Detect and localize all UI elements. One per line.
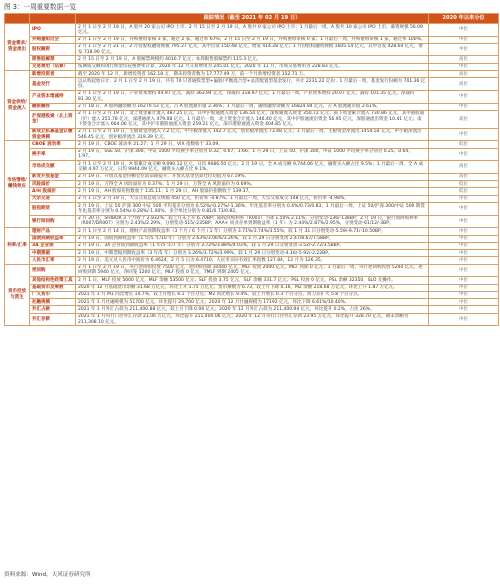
percentile-cell: 高位 <box>429 110 499 128</box>
header-cell <box>30 14 76 24</box>
item-name-cell: 股权融资 <box>30 43 76 56</box>
table-row <box>5 103 499 110</box>
item-name-cell: 新发开放基金 <box>30 173 76 180</box>
table-row <box>5 203 499 216</box>
percentile-cell: 低位 <box>429 141 499 148</box>
item-name-cell: 外汇存款 <box>30 313 76 326</box>
table-row <box>5 291 499 298</box>
data-table <box>4 13 499 326</box>
table-row <box>5 141 499 148</box>
percentile-cell: 中位 <box>429 36 499 43</box>
item-name-cell: 交易费用（估算） <box>30 63 76 70</box>
table-row <box>5 71 499 78</box>
tracking-text-cell: 2 月 1 日至 2 月 19 日，产业资本增持 44.97 亿元，减持 363.94 亿元，净减持 318.97 亿元；1 月最后一周，产业资本增持 20.07 亿元，减持 101.35 亿元，净减持 81.30 亿元。 <box>76 90 429 103</box>
table-row <box>5 43 499 56</box>
table-row <box>5 195 499 202</box>
tracking-text-cell: 2 月 15 日至 2 月 19 日，A 股解禁规模约 4010.7 亿元；本周限售股解禁约 115.3 亿元。 <box>76 56 429 63</box>
header-cell <box>5 14 30 24</box>
item-name-cell: IPO <box>30 24 76 37</box>
percentile-cell: 中位 <box>429 264 499 277</box>
percentile-cell: 低位 <box>429 181 499 188</box>
category-cell: 资金需求/资金流出 <box>5 24 30 71</box>
category-cell: 资金供给/资金流入 <box>5 71 30 141</box>
item-name-cell: 限售股解禁 <box>30 56 76 63</box>
table-row <box>5 306 499 313</box>
tracking-text-cell: 2 月 19 日，3A 企业债到期收益率（1 年/5 年/7 年）分别为 3.72%/3.88%/4.03%，较 1 月 29 日分别变动-3.52/-2.72/3.58BP。 <box>76 242 429 249</box>
item-name-cell: 风险溢价 <box>30 181 76 188</box>
tracking-text-cell: 2 月 1 日至 2 月 14 日，理财产品预期收益率（3 个月 / 6 个月 / 1 年）分别为 3.71%/3.74%/3.55%；较 1 月 31 日分别变动-5.59/-9.71/-10.50BP。 <box>76 228 429 235</box>
item-name-cell: 股指期货 <box>30 203 76 216</box>
table-row <box>5 78 499 91</box>
table-row <box>5 228 499 235</box>
table-row <box>5 235 499 242</box>
tracking-text-cell: 2 月 1 日至 2 月 19 日，北上资金累计流入 487.25 亿元，其中沪股通流入资金 136.54 亿元，深股通流入资金 350.72 亿元；南下资金累计流入 730.86 亿元，其中港股通（沪）流入 251.78 亿元，深港通流入 479.08 亿元。1 月最后一周，北上资金合计流入 146.40 亿元，其中沪股通流出资金 56.95 亿元，深股通流出资金 10.41 亿元；南下资金合计流入 664.06 亿元，其中沪市港股通流入资金 259.21 亿元，深市港股通流入资金 404.85 亿元。 <box>76 110 429 128</box>
tracking-text-cell: 2 月 19 日，SSE 50、沪深 300、中证 1000 平均换手率分别为 0.32、0.67、1.66；1 月 29 日，上证 50、沪深 300、中证 1000 平均换手率分别为 0.25、0.64、1.97。 <box>76 148 429 161</box>
percentile-cell: 中位 <box>429 228 499 235</box>
percentile-cell: 中位 <box>429 306 499 313</box>
percentile-cell: 高位 <box>429 173 499 180</box>
item-name-cell: 市场成交额 <box>30 161 76 174</box>
item-name-cell: 产业资本增减持 <box>30 90 76 103</box>
tracking-text-cell: 2021 年 1 月央行口径外汇存款 21.06 万亿元，环比提升 211,400.06 亿元；2020 年 12 月央行口径外汇存款 23.95 万亿元，环比提升 328.70 亿元，期末余额为 211,308.10 亿元。 <box>76 313 429 326</box>
tracking-text-cell: 按测成交额和现行佣金印花税费率计算，2020 年 12 月交易费用为 245.01 亿元，2020 年 11 月，市场交易费用为 228.83 亿元。 <box>76 63 429 70</box>
percentile-cell: 高位 <box>429 78 499 91</box>
figure-title: 图 3：一周重要数据一览 <box>4 3 77 11</box>
tracking-text-cell: 2 月 19 日，美元兑人民币中间价为 6.4624，2 月 5 日为 6.4710；人民币实际有效汇率指数 127.84，12 月为 126.35。 <box>76 257 429 264</box>
table-row <box>5 36 499 43</box>
item-name-cell: 换手率 <box>30 148 76 161</box>
percentile-cell: 中位 <box>429 195 499 202</box>
item-name-cell: 大宗交易 <box>30 195 76 202</box>
percentile-cell: 高位 <box>429 56 499 63</box>
percentile-cell: 中位 <box>429 148 499 161</box>
percentile-cell: 中位 <box>429 242 499 249</box>
table-row <box>5 128 499 141</box>
table-row <box>5 63 499 70</box>
table-row <box>5 181 499 188</box>
table-row <box>5 56 499 63</box>
percentile-cell: 中位 <box>429 250 499 257</box>
item-name-cell: 国债到期收益率 <box>30 235 76 242</box>
tracking-text-cell: 2 月 19 日，中期票据到期收益率（3 年/5 年）分别为 3.26%/3.72%/3.99%，较 1 月 29 日分别变动-4.16/-5.92/-2.22BP。 <box>76 250 429 257</box>
percentile-cell: 中位 <box>429 128 499 141</box>
item-name-cell: 外汇占款 <box>30 306 76 313</box>
item-name-cell: 其他结构性政策工具 <box>30 277 76 284</box>
percentile-cell: 中位 <box>429 203 499 216</box>
tracking-text-cell: 2 月 19 日，国债到期收益率（1 年/5 年/10 年）分别为 2.63%/3.06%/3.26%，较 1 月 29 日分别变动 2.47/8.67/7.58BP。 <box>76 235 429 242</box>
item-name-cell: 理财产品 <box>30 228 76 235</box>
table-row <box>5 148 499 161</box>
item-name-cell: 新成立私募基金认缴资金规模 <box>30 128 76 141</box>
percentile-cell: 中位 <box>429 24 499 37</box>
tracking-text-cell: 2 月 1 日至 2 月 19 日，并购重组审核 3 家，通过 2 家，通过率 67%；2 月 15 日至 2 月 19 日，并购重组审核 0 家；1 月最后一周，并购重组审核 1 家，通过率 100%。 <box>76 36 429 43</box>
item-name-cell: 融资融券 <box>30 103 76 110</box>
percentile-cell: 中位 <box>429 299 499 306</box>
item-name-cell: 人民币汇率 <box>30 257 76 264</box>
tracking-text-cell: 2 月 19 日，CBOE 波动率 21.27；1 月 29 日，VIX 指数收于 33.09。 <box>76 141 429 148</box>
tracking-text-cell: 2021 年 1 月外汇占款为 211,400.88 亿元，较上月下降 0.06 亿元；2020 年 12 月外汇占款为 211,400.94 亿元，环比提升 0.2%，占比 26%。 <box>76 306 429 313</box>
percentile-cell: 中位 <box>429 90 499 103</box>
category-cell: 市场情绪/赚钱效应 <box>5 141 30 228</box>
item-name-cell: 基础货币及乘数 <box>30 284 76 291</box>
item-name-cell: A/H 股溢价 <box>30 188 76 195</box>
tracking-text-cell: 2 月 1 日至 2 月 19 日，大宗交易总成交规模 450 亿元，折价率 -4.87%；1 月最后一周，大宗交易成交 148 亿元，折价率 -4.98%。 <box>76 195 429 202</box>
percentile-cell: 中位 <box>429 235 499 242</box>
item-name-cell: 逆回购 <box>30 264 76 277</box>
tracking-text-cell: 2 月 1 日至 2 月 19 日，主板资金净流入 7.2 亿元，中小板净流入 142.7 亿元，创业板净流出 73.48 亿元；1 月最后一周，主板资金净流出 1454.54 亿元，中小板净流出 546.45 亿元，创业板净流出 319.39 亿元。 <box>76 128 429 141</box>
table-row <box>5 173 499 180</box>
percentile-cell: 中位 <box>429 284 499 291</box>
source-note: 资料来源：Wind，天风证券研究所 <box>4 572 91 578</box>
item-name-cell: 基金发行 <box>30 78 76 91</box>
header-tracking: 跟踪情况（截至 2021 年 02 月 19 日） <box>76 14 429 24</box>
tracking-text-cell: 2 月 19 日，上证 50 沪深 300 中证 500 平均基差分别为 0.52%/-0.27%/-1.36%；年化基差率分别为 0.4%/0.73/0.83；1 月最后一周，上证 50/沪深 300/中证 500 期货年化基差率分别为 0.54%/-0.28%/-1.00%，多空单比分别为 0.81/0.73/0.82。 <box>76 203 429 216</box>
table-row <box>5 257 499 264</box>
item-name-cell: 3A 企业债 <box>30 242 76 249</box>
tracking-text-cell: 2 月 1 日至 2 月 21 日，2 月份股权融资规模 795.27 亿元，其中首发 150.48 亿元，增发 414.28 亿元；1 月份股权融资规模 1605.14 亿元，其中首发 428.64 亿元，增发 718.90 亿元。 <box>76 43 429 56</box>
item-name-cell: 广义货币 <box>30 291 76 298</box>
table-row <box>5 110 499 128</box>
tracking-text-cell: 2 月 1 日，MLF 投放 5000 亿元，MLF 余额 53500 亿元；SLF 投放 3.75 亿元，SLF 余额 331.7 亿元；PSL 投放 0 亿元，PSL 余额 32350，SLO 无操作。 <box>76 277 429 284</box>
table-header-row <box>5 14 499 24</box>
tracking-text-cell: 2 月 1 日至 2 月 19 日，A 股累计成交额 9,090.12 亿元，日均 9086.50 亿元；2 月 19 日，全 A 成交额 9,744.06 亿元，融资买入额占比 9.5%；1 月最后一周，全 A 成交额 4.97 万亿元，日均 9944.09 亿元，融资买入额占比 9.1%。 <box>76 161 429 174</box>
tracking-text-cell: 以认购起始日计，2 月 1 日至 2 月 19 日，共有 70 只普通股票型+偏股/平衡混合型+灵活配置型基金发行，共计 2231.22 亿份；1 月最后一周，基金发行份额为 701.36 亿份。 <box>76 78 429 91</box>
tracking-text-cell: 2021 年 1 月 M1 同比增长 14.7%，较上月增长 6.1 个百分点；M2 同比增长 9.4%，较上月增长 0.3 个百分点，剪刀差扩大 5.8 个百分点。 <box>76 291 429 298</box>
tracking-text-cell: 2 月 1 日至 2 月 19 日，央行逆回购投放 7500 亿元，逆回购到期 10440 亿元，MLF 投放 2000 亿元，MLF 到期 0 亿元；1 月最后一周，央行逆回购投放 5240 亿元，逆回购到期 5940 亿元，净回笼 1200 亿元，MLF 投放 0 亿元，TMLF 到期 2405 亿元。 <box>76 264 429 277</box>
table-row <box>5 299 499 306</box>
percentile-cell: 低位 <box>429 188 499 195</box>
table-row <box>5 188 499 195</box>
table-row <box>5 90 499 103</box>
tracking-text-cell: 2 月 20 日，SHIBOR 3 个月收于 2.832%，较上月末上升 6.70BP；隔夜回购利率（R001）下降 1.50% 2.11%，分别变动-136/-138BP；2 月 19 日，银行间回购利率（R007/DR007）分别为 2.43%/2.29%，分别变动-515/-235BP；AAA+ 同业存单到期收益率（1 年）为 2.44%/2.87%/2.95%，分别变动-61/12/-3BP。 <box>76 215 429 228</box>
table-row <box>5 284 499 291</box>
table-row <box>5 215 499 228</box>
category-cell: 利率/汇率 <box>5 228 30 264</box>
table-row <box>5 264 499 277</box>
item-name-cell: 沪深港股通（北上资金） <box>30 110 76 128</box>
tracking-text-cell: 2 月 1 日至 2 月 19 日，A 股共 20 家公司 IPO 上市；2 月 15 日至 2 月 19 日，A 股共 0 家公司 IPO 上市；1 月最后一周，A 股共 10 家公司 IPO 上市，募资规模 56.09 亿元。 <box>76 24 429 37</box>
table-row <box>5 277 499 284</box>
tracking-text-cell: 2 月 19 日，开放式基金份额仓位较前期提升，开放式基金估算仓位均值为 67.19%。 <box>76 173 429 180</box>
table-row <box>5 313 499 326</box>
percentile-cell: 高位 <box>429 71 499 78</box>
table-row <box>5 161 499 174</box>
table-row <box>5 250 499 257</box>
tracking-text-cell: 2 月 19 日，万得全 A 风险溢价为 0.37%；1 月 29 日，万得全 A 风险溢价为 0.69%。 <box>76 181 429 188</box>
tracking-text-cell: 2 月 19 日，AH 股溢价指数收于 135.11；1 月 29 日，AH 股溢价指数收于 139.37。 <box>76 188 429 195</box>
percentile-cell: 中位 <box>429 43 499 56</box>
percentile-cell: 中位 <box>429 103 499 110</box>
item-name-cell: 中期票据 <box>30 250 76 257</box>
tracking-text-cell: 2020 年 12 月基础货币余额 31.68 万亿元，环比上升 1.75 万亿元；货币乘数为 6.73，较上月下降 0.16，M2 余额 218.68 万亿元，环比上升 1.87 万亿元。 <box>76 284 429 291</box>
item-name-cell: 社融规模 <box>30 299 76 306</box>
percentile-cell: 高位 <box>429 161 499 174</box>
tracking-text-cell: 2021 年 1 月社融规模为 51700 亿元，环比提升 29,700 亿元；2020 年 12 月社融规模为 17192 亿元，环比下降 6.61%/10.40%。 <box>76 299 429 306</box>
item-name-cell: 新增投资者 <box>30 71 76 78</box>
percentile-cell: 中位 <box>429 257 499 264</box>
tracking-text-cell: 截至 2020 年 12 月，新增投资者 162.18 万，期末投资者数为 17,777.49 万，前一个月新增投资者 152.71 万。 <box>76 71 429 78</box>
percentile-cell: 中位 <box>429 215 499 228</box>
item-name-cell: CBOE 波动率 <box>30 141 76 148</box>
percentile-cell: 中位 <box>429 291 499 298</box>
category-cell: 货币投放与派生 <box>5 264 30 326</box>
table-row <box>5 242 499 249</box>
item-name-cell: 并购重组过会 <box>30 36 76 43</box>
item-name-cell: 银行间回购 <box>30 215 76 228</box>
tracking-text-cell: 2 月 18 日，A 股两融余额为 16270.53 亿元，占 A 股流通市值 2.36%；1 月最后一周，融资融券余额为 16824.94 亿元，占 A 股流通市值 2.61%。 <box>76 103 429 110</box>
header-percentile: 2020 年以来分位 <box>429 14 499 24</box>
percentile-cell: 中位 <box>429 63 499 70</box>
table-row <box>5 24 499 37</box>
percentile-cell: 中位 <box>429 313 499 326</box>
percentile-cell: 中位 <box>429 277 499 284</box>
